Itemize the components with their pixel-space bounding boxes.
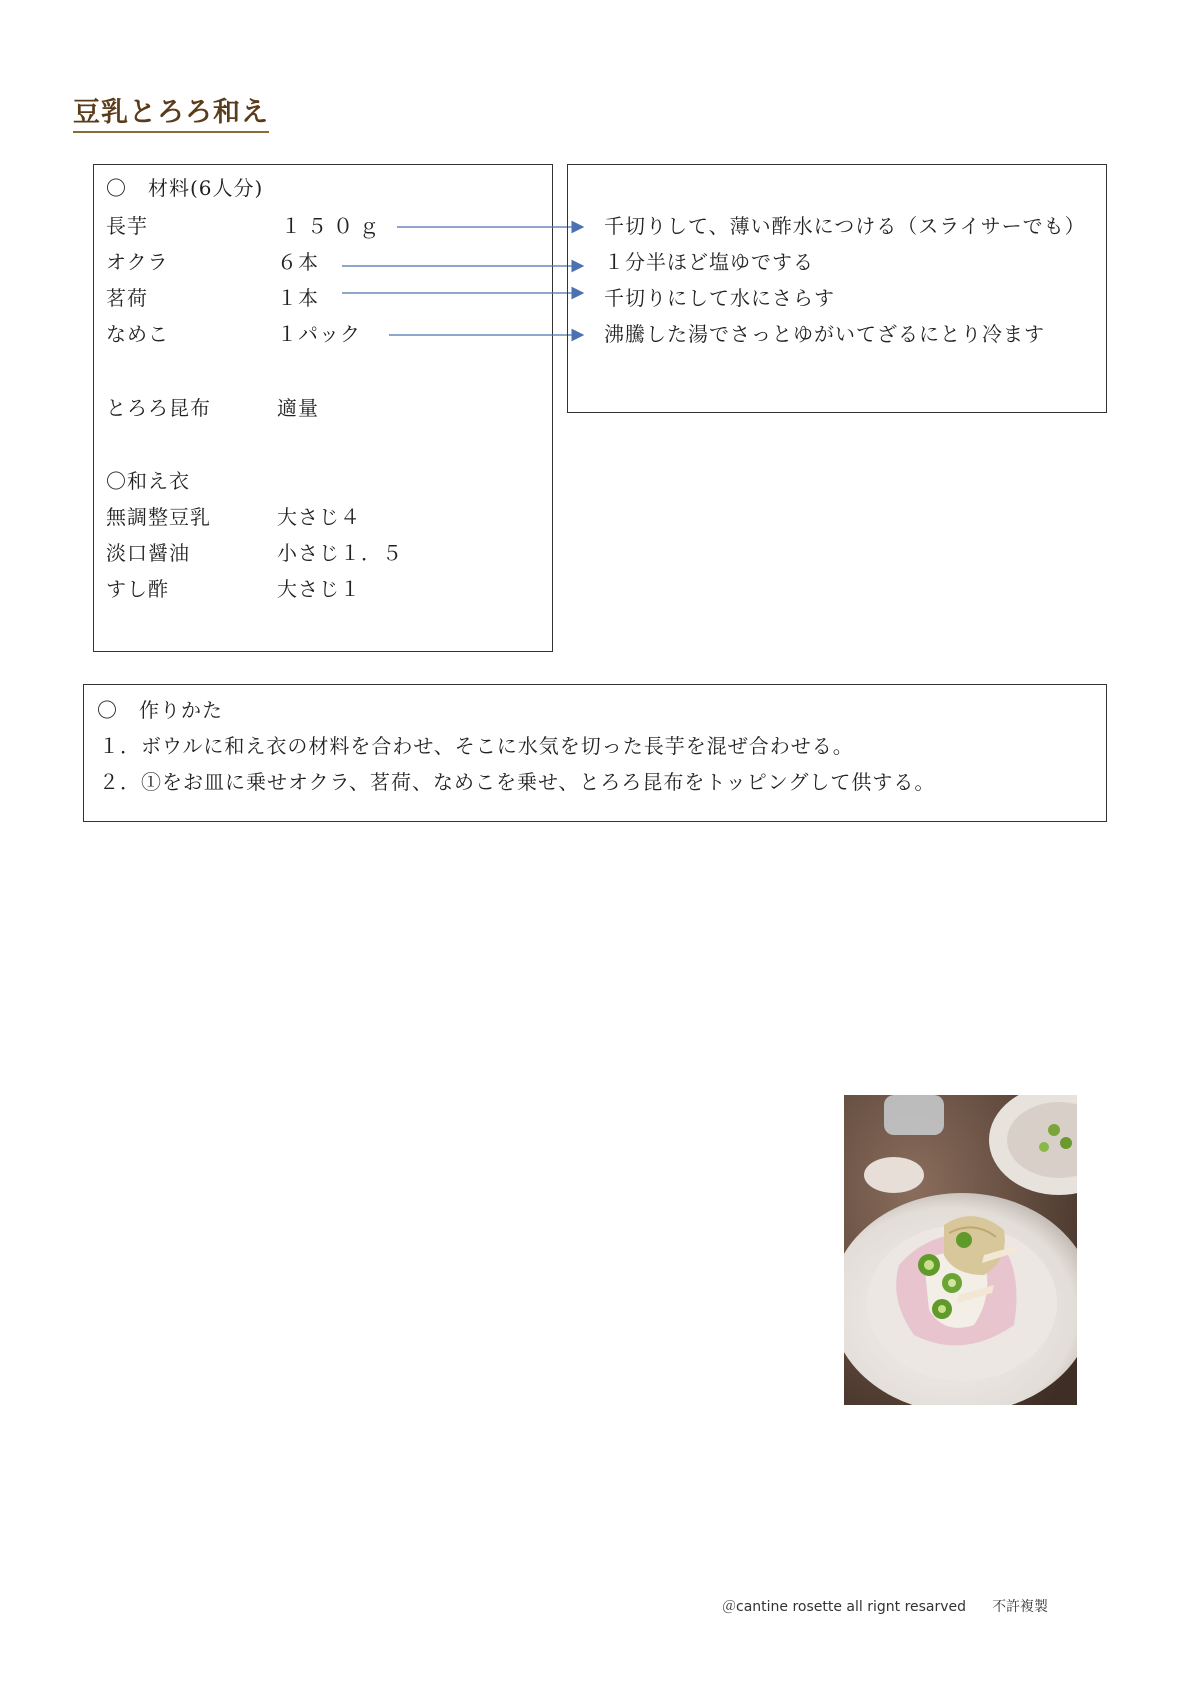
ingredient-name: なめこ — [106, 322, 169, 346]
method-step: １．ボウルに和え衣の材料を合わせ、そこに水気を切った長芋を混ぜ合わせる。 — [99, 734, 854, 758]
ingredient-amount: １パック — [277, 322, 361, 346]
prep-note: 千切りにして水にさらす — [604, 286, 835, 310]
ingredient-amount: 適量 — [277, 396, 319, 420]
dressing-amount: 大さじ４ — [277, 505, 361, 529]
ingredient-name: 茗荷 — [106, 286, 148, 310]
dish-photo — [844, 1095, 1077, 1405]
dressing-heading: 〇和え衣 — [106, 469, 190, 493]
ingredient-name: とろろ昆布 — [106, 396, 211, 420]
method-step: ２．①をお皿に乗せオクラ、茗荷、なめこを乗せ、とろろ昆布をトッピングして供する。 — [99, 770, 936, 794]
ingredient-amount: １５０ｇ — [281, 214, 385, 238]
dressing-name: 無調整豆乳 — [106, 505, 211, 529]
ingredient-name: オクラ — [106, 250, 169, 274]
prep-note: １分半ほど塩ゆでする — [604, 250, 814, 274]
page-title: 豆乳とろろ和え — [73, 90, 269, 133]
ingredient-amount: １本 — [277, 286, 319, 310]
dressing-amount: 大さじ１ — [277, 577, 361, 601]
ingredient-amount: ６本 — [277, 250, 319, 274]
no-copy-text: 不許複製 — [992, 1599, 1049, 1615]
prep-note: 千切りして、薄い酢水につける（スライサーでも） — [604, 214, 1086, 238]
ingredients-heading: 〇 材料(6人分) — [106, 176, 264, 200]
ingredient-name: 長芋 — [106, 214, 148, 238]
copyright-text: ＠cantine rosette all rignt resarved — [722, 1599, 967, 1615]
method-heading: 〇 作りかた — [97, 698, 223, 722]
dressing-name: 淡口醤油 — [106, 541, 190, 565]
dressing-name: すし酢 — [106, 577, 169, 601]
footer — [722, 1596, 1048, 1616]
prep-note: 沸騰した湯でさっとゆがいてざるにとり冷ます — [604, 322, 1045, 346]
dressing-amount: 小さじ１．５ — [277, 541, 403, 565]
